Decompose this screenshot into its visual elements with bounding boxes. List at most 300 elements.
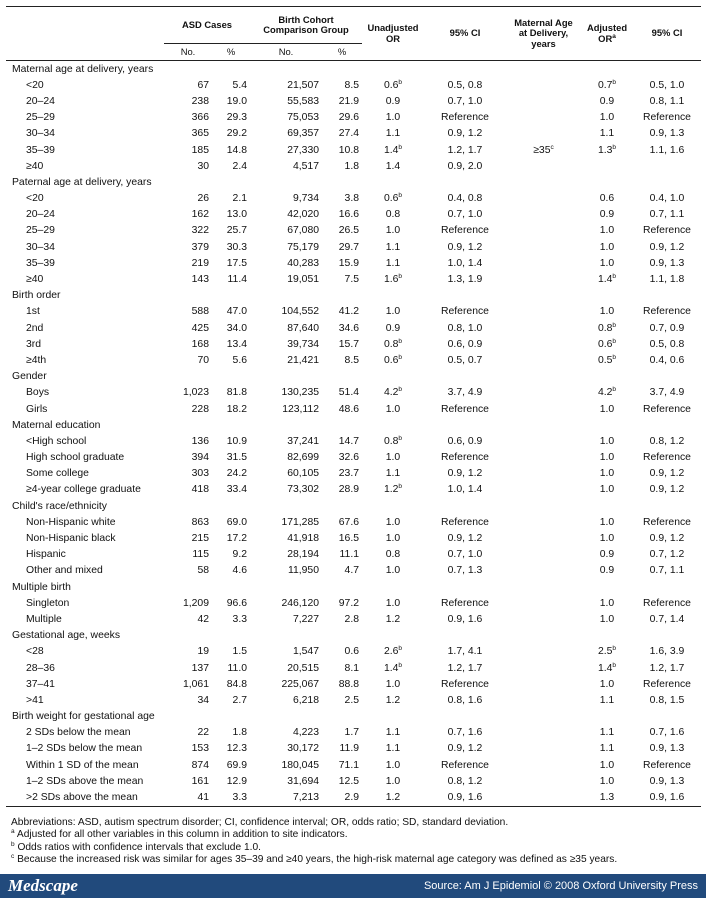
section-header-row xyxy=(6,369,701,385)
cell-ci-1: 1.0, 1.4 xyxy=(447,484,483,496)
cell-adjusted-or: 1.0 xyxy=(599,257,615,269)
cell-adjusted-or: 1.1 xyxy=(599,743,615,755)
row-label: 25–29 xyxy=(26,225,55,237)
cell-cohort-no: 20,515 xyxy=(287,662,319,674)
table-row xyxy=(6,207,701,223)
cell-ci-1: 0.7, 1.0 xyxy=(447,549,483,561)
medscape-logo[interactable]: Medscape xyxy=(8,876,78,895)
cell-ci-2: Reference xyxy=(643,112,691,124)
cell-maternal-age xyxy=(506,725,581,741)
section-header-row xyxy=(6,417,701,433)
header-adjusted-or: Adjusted $OR^a$ xyxy=(581,7,633,61)
cell-cohort-no: 6,218 xyxy=(292,694,319,706)
footnote-b: $^b$ Odds ratios with confidence intervals that exclude 1.0. xyxy=(11,840,261,853)
cell-ci-2: Reference xyxy=(643,452,691,464)
section-header-row xyxy=(6,61,701,78)
footnote-abbreviations: Abbreviations: ASD, autism spectrum disorder; CI, confidence interval; OR, odds ratio; SD, standard deviation. xyxy=(11,817,509,828)
table-row xyxy=(6,563,701,579)
row-label: Girls xyxy=(26,403,48,415)
row-label: 37–41 xyxy=(26,678,55,690)
row-label: Multiple xyxy=(26,613,62,625)
cell-cohort-no: 27,330 xyxy=(287,144,319,156)
cell-cohort-pct: 51.4 xyxy=(338,387,359,399)
cell-unadjusted-or: 1.0 xyxy=(385,533,401,545)
cell-ci-1: 0.9, 2.0 xyxy=(447,160,483,172)
cell-cohort-no: 55,583 xyxy=(287,95,319,107)
table-row xyxy=(6,110,701,126)
cell-maternal-age xyxy=(506,126,581,142)
header-maternal-age: Maternal Age at Delivery, years xyxy=(506,7,581,61)
cell-cohort-pct: 27.4 xyxy=(338,128,359,140)
cell-asd-no: 1,061 xyxy=(182,678,209,690)
cell-maternal-age xyxy=(506,352,581,368)
table-row xyxy=(6,77,701,93)
cell-ci-2: 1.6, 3.9 xyxy=(649,646,685,658)
cell-asd-no: 228 xyxy=(191,403,209,415)
cell-maternal-age xyxy=(506,466,581,482)
cell-asd-no: 379 xyxy=(191,241,209,253)
cell-ci-2: 0.7, 0.9 xyxy=(649,322,685,334)
table-row xyxy=(6,595,701,611)
cell-cohort-no: 7,213 xyxy=(250,789,322,806)
table-row xyxy=(6,644,701,660)
cell-cohort-pct: 88.8 xyxy=(338,678,359,690)
cell-asd-pct: 10.9 xyxy=(226,435,247,447)
cell-ci-2: Reference xyxy=(643,678,691,690)
cell-adjusted-or: 4.2$^b$ xyxy=(597,386,617,399)
row-label: 35–39 xyxy=(26,257,55,269)
cell-cohort-pct: 8.5 xyxy=(344,354,359,366)
cell-asd-pct: 69.0 xyxy=(226,516,247,528)
cell-asd-pct: 9.2 xyxy=(232,549,247,561)
row-label: ≥4th xyxy=(26,354,47,366)
table-row xyxy=(6,466,701,482)
cell-ci-2: 0.7, 1.1 xyxy=(649,209,685,221)
header-pct-1: % xyxy=(212,44,250,61)
row-label: 35–39 xyxy=(26,144,55,156)
cell-cohort-no: 225,067 xyxy=(281,678,319,690)
cell-unadjusted-or: 1.0 xyxy=(385,225,401,237)
row-label: Within 1 SD of the mean xyxy=(26,759,139,771)
cell-ci-2: 0.5, 1.0 xyxy=(649,79,685,91)
cell-asd-pct: 69.9 xyxy=(226,759,247,771)
row-label: 25–29 xyxy=(26,112,55,124)
table-row xyxy=(6,530,701,546)
section-title: Paternal age at delivery, years xyxy=(12,176,152,188)
table-row xyxy=(6,271,701,287)
table-row xyxy=(6,385,701,401)
cell-asd-pct: 3.3 xyxy=(232,613,247,625)
cell-ci-2: 0.9, 1.2 xyxy=(649,241,685,253)
cell-ci-1: 1.2, 1.7 xyxy=(447,662,483,674)
cell-cohort-no: 60,105 xyxy=(287,468,319,480)
cell-asd-no: 143 xyxy=(191,274,209,286)
table-row xyxy=(6,336,701,352)
table-row xyxy=(6,660,701,676)
cell-cohort-pct: 3.8 xyxy=(344,193,359,205)
cell-ci-2: 0.7, 1.2 xyxy=(649,549,685,561)
cell-ci-1: Reference xyxy=(441,759,489,771)
cell-unadjusted-or: 1.1 xyxy=(385,257,401,269)
cell-unadjusted-or: 1.6$^b$ xyxy=(383,273,403,286)
row-label: 2 SDs below the mean xyxy=(26,727,131,739)
cell-ci-2: 0.8, 1.2 xyxy=(649,435,685,447)
cell-asd-pct: 1.5 xyxy=(232,646,247,658)
cell-ci-2: Reference xyxy=(643,225,691,237)
row-label: 1–2 SDs above the mean xyxy=(26,775,144,787)
cell-ci-1: 0.8, 1.6 xyxy=(447,694,483,706)
cell-adjusted-or: 1.3 xyxy=(581,789,633,806)
table-row xyxy=(6,304,701,320)
cell-cohort-pct: 16.6 xyxy=(338,209,359,221)
table-row xyxy=(6,401,701,417)
cell-cohort-no: 75,053 xyxy=(287,112,319,124)
row-label: <20 xyxy=(26,79,44,91)
cell-unadjusted-or: 0.9 xyxy=(385,322,401,334)
table-row xyxy=(6,482,701,498)
section-header-row xyxy=(6,628,701,644)
cell-asd-no: 1,209 xyxy=(182,597,209,609)
cell-cohort-no: 104,552 xyxy=(281,306,319,318)
cell-adjusted-or: 0.9 xyxy=(599,95,615,107)
cell-adjusted-or: 1.0 xyxy=(599,484,615,496)
cell-asd-no: 42 xyxy=(197,613,209,625)
cell-asd-pct: 17.5 xyxy=(226,257,247,269)
cell-ci-1: 0.5, 0.8 xyxy=(447,79,483,91)
cell-asd-no: 34 xyxy=(197,694,209,706)
cell-asd-pct: 13.4 xyxy=(226,338,247,350)
cell-adjusted-or: 0.9 xyxy=(599,209,615,221)
cell-maternal-age xyxy=(506,530,581,546)
cell-cohort-pct: 10.8 xyxy=(338,144,359,156)
header-asd-cases: ASD Cases xyxy=(164,7,250,44)
cell-adjusted-or: 1.0 xyxy=(599,306,615,318)
cell-ci-1: 0.9, 1.2 xyxy=(447,468,483,480)
cell-asd-no: 588 xyxy=(191,306,209,318)
cell-ci-2: 0.9, 1.6 xyxy=(633,789,701,806)
cell-unadjusted-or: 0.8 xyxy=(385,209,401,221)
section-title: Birth weight for gestational age xyxy=(12,711,155,723)
cell-cohort-no: 28,194 xyxy=(287,549,319,561)
cell-ci-1: 0.8, 1.2 xyxy=(447,775,483,787)
section-title: Maternal education xyxy=(12,419,101,431)
cell-cohort-no: 9,734 xyxy=(292,193,319,205)
cell-ci-1: 1.0, 1.4 xyxy=(447,257,483,269)
cell-cohort-pct: 15.7 xyxy=(338,338,359,350)
cell-asd-no: 153 xyxy=(191,743,209,755)
cell-maternal-age xyxy=(506,741,581,757)
cell-cohort-pct: 7.5 xyxy=(344,274,359,286)
cell-unadjusted-or: 1.2$^b$ xyxy=(383,483,403,496)
cell-unadjusted-or: 0.8 xyxy=(385,549,401,561)
cell-ci-1: 0.9, 1.2 xyxy=(447,128,483,140)
cell-maternal-age xyxy=(506,514,581,530)
cell-ci-1: 0.8, 1.0 xyxy=(447,322,483,334)
cell-unadjusted-or: 1.2 xyxy=(385,613,401,625)
cell-unadjusted-or: 0.6$^b$ xyxy=(383,78,403,91)
cell-adjusted-or xyxy=(581,158,633,174)
cell-ci-1: Reference xyxy=(441,516,489,528)
footnotes xyxy=(11,817,701,867)
section-title: Birth order xyxy=(12,290,61,302)
source-credit: Source: Am J Epidemiol © 2008 Oxford University Press xyxy=(423,880,698,892)
cell-unadjusted-or: 0.8$^b$ xyxy=(383,337,403,350)
cell-cohort-pct: 12.5 xyxy=(338,775,359,787)
cell-adjusted-or: 0.8$^b$ xyxy=(597,321,617,334)
cell-asd-pct: 33.4 xyxy=(226,484,247,496)
header-no-1: No. xyxy=(164,44,212,61)
row-label: 1–2 SDs below the mean xyxy=(26,743,143,755)
cell-cohort-pct: 26.5 xyxy=(338,225,359,237)
row-label: 20–24 xyxy=(26,95,55,107)
cell-cohort-pct: 34.6 xyxy=(338,322,359,334)
table-row xyxy=(6,514,701,530)
cell-asd-pct: 2.7 xyxy=(232,694,247,706)
cell-ci-2: 0.7, 1.1 xyxy=(649,565,685,577)
data-table xyxy=(6,6,701,807)
cell-maternal-age xyxy=(506,660,581,676)
cell-asd-no: 161 xyxy=(191,775,209,787)
cell-adjusted-or: 1.4$^b$ xyxy=(597,273,617,286)
table-row xyxy=(6,191,701,207)
table-row xyxy=(6,547,701,563)
cell-maternal-age xyxy=(506,255,581,271)
row-label: Other and mixed xyxy=(26,565,103,577)
cell-ci-1: 1.7, 4.1 xyxy=(447,646,483,658)
cell-ci-2: 0.9, 1.2 xyxy=(649,484,685,496)
cell-unadjusted-or: 1.0 xyxy=(385,775,401,787)
cell-ci-2: 3.7, 4.9 xyxy=(649,387,685,399)
cell-maternal-age xyxy=(506,336,581,352)
cell-cohort-no: 73,302 xyxy=(287,484,319,496)
table-row xyxy=(6,142,701,158)
cell-cohort-pct: 28.9 xyxy=(338,484,359,496)
cell-adjusted-or: 1.0 xyxy=(599,597,615,609)
cell-asd-no: 137 xyxy=(191,662,209,674)
table-body xyxy=(6,61,701,807)
cell-adjusted-or: 1.0 xyxy=(599,533,615,545)
cell-ci-2: Reference xyxy=(643,306,691,318)
cell-cohort-no: 130,235 xyxy=(281,387,319,399)
cell-maternal-age xyxy=(506,676,581,692)
table-header xyxy=(6,7,701,61)
cell-asd-pct: 34.0 xyxy=(226,322,247,334)
table-row xyxy=(6,692,701,708)
cell-asd-pct: 19.0 xyxy=(226,95,247,107)
cell-unadjusted-or: 1.1 xyxy=(385,727,401,739)
row-label: ≥40 xyxy=(26,160,44,172)
cell-cohort-no: 42,020 xyxy=(287,209,319,221)
cell-asd-pct: 5.6 xyxy=(232,354,247,366)
cell-ci-2: 0.9, 1.3 xyxy=(649,775,685,787)
cell-ci-2: 0.9, 1.3 xyxy=(649,257,685,269)
section-header-row xyxy=(6,709,701,725)
cell-maternal-age xyxy=(506,207,581,223)
cell-maternal-age xyxy=(506,320,581,336)
section-title: Gender xyxy=(12,371,47,383)
cell-cohort-pct: 15.9 xyxy=(338,257,359,269)
cell-unadjusted-or: 1.4 xyxy=(385,160,401,172)
cell-adjusted-or: 1.0 xyxy=(599,613,615,625)
header-pct-2: % xyxy=(322,44,362,61)
cell-ci-1: 0.7, 1.0 xyxy=(447,95,483,107)
header-birth-cohort: Birth Cohort Comparison Group xyxy=(250,7,362,44)
header-ci-1: 95% CI xyxy=(424,7,506,61)
cell-unadjusted-or: 1.2 xyxy=(385,694,401,706)
section-header-row xyxy=(6,288,701,304)
cell-ci-2: 1.1, 1.8 xyxy=(649,274,685,286)
cell-asd-pct: 17.2 xyxy=(226,533,247,545)
table-row xyxy=(6,239,701,255)
cell-maternal-age xyxy=(506,223,581,239)
row-label: Hispanic xyxy=(26,549,66,561)
row-label: Singleton xyxy=(26,597,70,609)
cell-maternal-age xyxy=(506,789,581,806)
cell-unadjusted-or: 0.6$^b$ xyxy=(383,192,403,205)
cell-adjusted-or: 1.3$^b$ xyxy=(597,143,617,156)
cell-adjusted-or: 1.0 xyxy=(599,225,615,237)
cell-maternal-age xyxy=(506,644,581,660)
table-row xyxy=(6,158,701,174)
cell-unadjusted-or: 1.0 xyxy=(385,112,401,124)
cell-cohort-pct: 0.6 xyxy=(344,646,359,658)
cell-adjusted-or: 0.7$^b$ xyxy=(597,78,617,91)
section-title: Gestational age, weeks xyxy=(12,630,121,642)
cell-asd-pct: 13.0 xyxy=(226,209,247,221)
cell-cohort-pct: 21.9 xyxy=(338,95,359,107)
cell-asd-pct: 11.4 xyxy=(227,274,247,286)
section-title: Maternal age at delivery, years xyxy=(12,63,154,75)
cell-asd-no: 115 xyxy=(192,549,209,561)
cell-maternal-age xyxy=(506,450,581,466)
cell-adjusted-or: 0.5$^b$ xyxy=(597,353,617,366)
cell-cohort-no: 82,699 xyxy=(287,452,319,464)
row-label: 3rd xyxy=(26,338,42,350)
cell-asd-pct: 3.3 xyxy=(212,789,250,806)
cell-cohort-pct: 48.6 xyxy=(338,403,359,415)
cell-cohort-no: 41,918 xyxy=(287,533,319,545)
cell-adjusted-or: 1.0 xyxy=(599,468,615,480)
cell-ci-1: 0.9, 1.2 xyxy=(447,743,483,755)
row-label: 30–34 xyxy=(26,241,55,253)
footnote-c: $^c$ Because the increased risk was similar for ages 35–39 and ≥40 years, the high-risk maternal age category was defined as ≥35 years. xyxy=(11,853,618,866)
cell-unadjusted-or: 1.4$^b$ xyxy=(383,143,403,156)
cell-maternal-age xyxy=(506,563,581,579)
cell-cohort-pct: 32.6 xyxy=(338,452,359,464)
cell-cohort-no: 31,694 xyxy=(287,775,319,787)
cell-asd-no: 67 xyxy=(197,79,209,91)
cell-ci-2: 0.9, 1.3 xyxy=(649,128,685,140)
table-row xyxy=(6,773,701,789)
cell-cohort-no: 246,120 xyxy=(281,597,319,609)
cell-asd-pct: 14.8 xyxy=(226,144,247,156)
row-label: Non-Hispanic white xyxy=(26,516,116,528)
cell-ci-2: 0.9, 1.2 xyxy=(649,533,685,545)
cell-ci-1: 0.9, 1.2 xyxy=(447,533,483,545)
cell-adjusted-or: 1.0 xyxy=(599,452,615,464)
cell-maternal-age xyxy=(506,547,581,563)
cell-adjusted-or: 0.9 xyxy=(599,549,615,561)
table-row xyxy=(6,255,701,271)
row-label: >2 SDs above the mean xyxy=(6,789,164,806)
row-label: 20–24 xyxy=(26,209,55,221)
cell-maternal-age xyxy=(506,401,581,417)
cell-maternal-age xyxy=(506,385,581,401)
cell-unadjusted-or: 1.0 xyxy=(385,403,401,415)
cell-cohort-no: 21,507 xyxy=(287,79,319,91)
cell-cohort-pct: 67.6 xyxy=(338,516,359,528)
cell-ci-1: 0.6, 0.9 xyxy=(447,435,483,447)
cell-maternal-age xyxy=(506,93,581,109)
cell-adjusted-or: 1.0 xyxy=(599,403,615,415)
cell-unadjusted-or: 0.6$^b$ xyxy=(383,353,403,366)
cell-ci-1: 0.4, 0.8 xyxy=(447,193,483,205)
cell-cohort-no: 30,172 xyxy=(287,743,319,755)
cell-unadjusted-or: 1.0 xyxy=(385,759,401,771)
cell-adjusted-or: 0.9 xyxy=(599,565,615,577)
table-row xyxy=(6,320,701,336)
cell-cohort-pct: 8.1 xyxy=(344,662,359,674)
cell-unadjusted-or: 1.1 xyxy=(385,468,401,480)
row-label: 28–36 xyxy=(26,662,55,674)
cell-asd-no: 30 xyxy=(197,160,209,172)
cell-asd-no: 26 xyxy=(197,193,209,205)
cell-maternal-age xyxy=(506,239,581,255)
cell-asd-pct: 30.3 xyxy=(226,241,247,253)
cell-cohort-pct: 2.9 xyxy=(322,789,362,806)
cell-asd-pct: 12.3 xyxy=(226,743,247,755)
cell-cohort-no: 67,080 xyxy=(287,225,319,237)
cell-ci-1: Reference xyxy=(441,225,489,237)
cell-adjusted-or: 1.0 xyxy=(599,112,615,124)
cell-cohort-no: 11,950 xyxy=(287,565,319,577)
cell-asd-no: 19 xyxy=(197,646,209,658)
cell-adjusted-or: 1.0 xyxy=(599,775,615,787)
cell-unadjusted-or: 1.0 xyxy=(385,565,401,577)
cell-ci-1: 1.3, 1.9 xyxy=(447,274,483,286)
cell-asd-no: 303 xyxy=(191,468,209,480)
table-row xyxy=(6,450,701,466)
cell-cohort-pct: 41.2 xyxy=(338,306,359,318)
row-label: Some college xyxy=(26,468,89,480)
cell-cohort-pct: 71.1 xyxy=(338,759,359,771)
row-label: <High school xyxy=(26,435,87,447)
row-label: High school graduate xyxy=(26,452,125,464)
cell-cohort-no: 69,357 xyxy=(287,128,319,140)
cell-ci-1: 3.7, 4.9 xyxy=(447,387,483,399)
cell-asd-no: 22 xyxy=(197,727,209,739)
table-row xyxy=(6,93,701,109)
table-row xyxy=(6,757,701,773)
cell-ci-1: 0.6, 0.9 xyxy=(447,338,483,350)
row-label: Boys xyxy=(26,387,50,399)
cell-adjusted-or: 1.4$^b$ xyxy=(597,661,617,674)
cell-ci-1: 0.9, 1.2 xyxy=(447,241,483,253)
cell-maternal-age: $\ge 35^c$ xyxy=(533,143,554,156)
cell-maternal-age xyxy=(506,304,581,320)
cell-maternal-age xyxy=(506,110,581,126)
cell-ci-2: 0.5, 0.8 xyxy=(649,338,685,350)
cell-maternal-age xyxy=(506,692,581,708)
cell-asd-no: 219 xyxy=(191,257,209,269)
cell-asd-pct: 11.0 xyxy=(227,662,247,674)
cell-cohort-pct: 11.1 xyxy=(339,549,359,561)
cell-adjusted-or: 1.0 xyxy=(599,241,615,253)
section-title: Child's race/ethnicity xyxy=(12,500,107,512)
cell-ci-1: 0.7, 1.6 xyxy=(447,727,483,739)
footer-bar xyxy=(0,874,706,898)
cell-cohort-no: 7,227 xyxy=(292,613,319,625)
